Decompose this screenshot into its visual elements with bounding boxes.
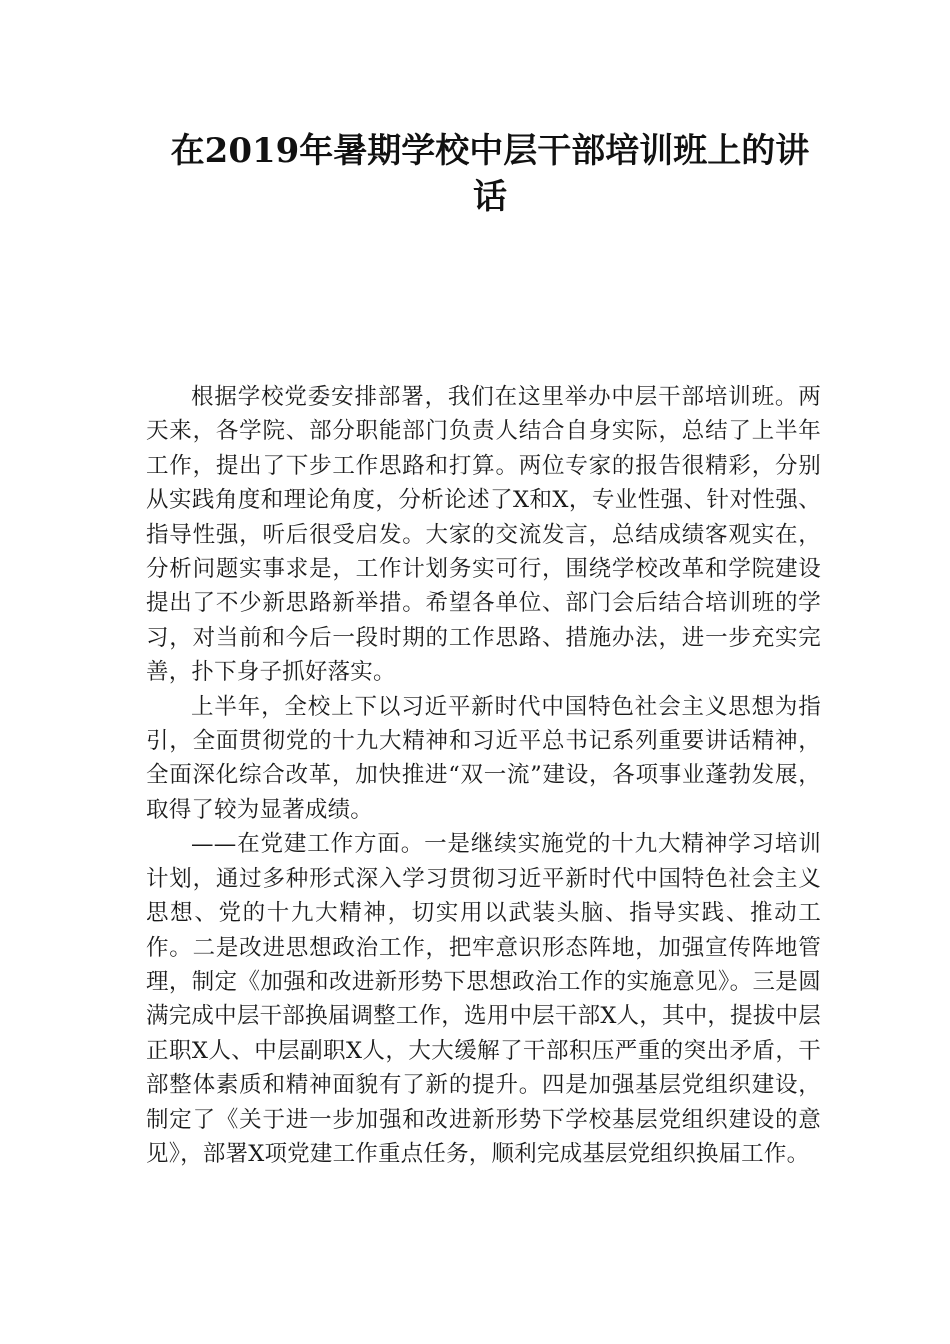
paragraph-1: 根据学校党委安排部署，我们在这里举办中层干部培训班。两天来，各学院、部分职能部门负责人结合自身实际，总结了上半年工作，提出了下步工作思路和打算。两位专家的报告很精彩，分别从实践角度和理论角度，分析论述了X和X，专业性强、针对性强、指导性强，听后很受启发。大家的交流发言，总结成绩客观实在，分析问题实事求是，工作计划务实可行，围绕学校改革和学院建设提出了不少新思路新举措。希望各单位、部门会后结合培训班的学习，对当前和今后一段时期的工作思路、措施办法，进一步充实完善，扑下身子抓好落实。 bbox=[146, 384, 821, 686]
paragraph-3: ——在党建工作方面。一是继续实施党的十九大精神学习培训计划，通过多种形式深入学习贯彻习近平新时代中国特色社会主义思想、党的十九大精神，切实用以武装头脑、指导实践、推动工作。二是改进思想政治工作，把牢意识形态阵地，加强宣传阵地管理，制定《加强和改进新形势下思想政治工作的实施意见》。三是圆满完成中层干部换届调整工作，选用中层干部X人，其中，提拔中层正职X人、中层副职X人，大大缓解了干部积压严重的突出矛盾，干部整体素质和精神面貌有了新的提升。四是加强基层党组织建设，制定了《关于进一步加强和改进新形势下学校基层党组织建设的意见》，部署X项党建工作重点任务，顺利完成基层党组织换届工作。 bbox=[146, 831, 821, 1167]
document-body bbox=[146, 380, 821, 1171]
document-title: 在2019年暑期学校中层干部培训班上的讲话 bbox=[170, 131, 810, 217]
paragraph-2: 上半年，全校上下以习近平新时代中国特色社会主义思想为指引，全面贯彻党的十九大精神和习近平总书记系列重要讲话精神，全面深化综合改革，加快推进“双一流”建设，各项事业蓬勃发展，取得了较为显著成绩。 bbox=[146, 693, 821, 823]
